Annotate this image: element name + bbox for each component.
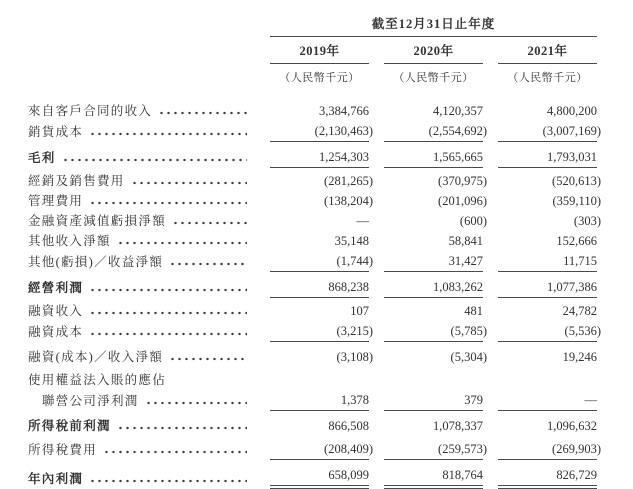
- row-label: 金融資產減值虧損淨額: [28, 214, 167, 228]
- value-2020: [384, 171, 487, 191]
- dot-leader: [103, 449, 247, 455]
- value-2020-text: (2,554,692): [428, 124, 487, 138]
- value-2020-text: 58,841: [448, 234, 483, 248]
- table-row: [28, 121, 601, 142]
- dot-leader: [169, 261, 247, 267]
- value-2020-text: 4,120,357: [433, 104, 483, 118]
- value-2019-text: (1,744): [336, 254, 373, 268]
- value-2021-text: (520,613): [552, 174, 601, 188]
- row-label: 銷貨成本: [28, 125, 84, 139]
- value-2020: [384, 211, 487, 231]
- row-label-cell: [28, 347, 255, 367]
- value-2019-text: 866,508: [328, 419, 369, 433]
- dot-leader: [89, 310, 247, 316]
- value-2019: [270, 231, 369, 251]
- row-label: 年內利潤: [28, 472, 84, 486]
- value-2021: [498, 231, 597, 251]
- dot-leader: [62, 157, 247, 163]
- table-row: [28, 370, 597, 390]
- value-2019: [270, 439, 373, 460]
- year-header-row: [28, 37, 597, 64]
- value-2019-text: (208,409): [324, 442, 373, 456]
- table-row: [28, 416, 597, 436]
- row-label-cell: [28, 391, 255, 411]
- value-2021-text: 1,793,031: [547, 150, 597, 164]
- value-2021-text: (3,007,169): [542, 124, 601, 138]
- value-2021-text: (303): [573, 214, 601, 228]
- year-header-2019: 2019年: [270, 37, 369, 64]
- row-label-cell: [28, 416, 255, 436]
- table-row: [28, 101, 597, 121]
- table-row: [28, 171, 601, 191]
- value-2019: [270, 171, 373, 191]
- value-2019-text: (281,265): [324, 174, 373, 188]
- value-2021-text: (5,536): [564, 324, 601, 338]
- row-label-cell: [28, 301, 255, 321]
- value-2021-text: 19,246: [562, 350, 597, 364]
- row-label: 所得稅費用: [28, 443, 98, 457]
- row-label: 毛利: [28, 151, 56, 165]
- row-label: 所得稅前利潤: [28, 419, 111, 433]
- row-label-cell: [28, 191, 255, 211]
- row-label: 來自客戶合同的收入: [28, 104, 153, 118]
- value-2019: [270, 277, 369, 298]
- value-2021: [498, 171, 601, 191]
- row-label: 其他(虧損)／收益淨額: [28, 255, 164, 269]
- dot-leader: [89, 131, 247, 137]
- row-label-cell: [28, 278, 255, 298]
- row-label: 使用權益法入賬的應佔: [28, 373, 167, 387]
- dot-leader: [117, 240, 247, 246]
- value-2019-text: 1,378: [340, 393, 369, 407]
- table-row: [28, 277, 597, 298]
- year-header-2021: 2021年: [498, 37, 597, 64]
- value-2020: [384, 191, 487, 211]
- row-label-cell: [28, 122, 255, 142]
- value-2021: [498, 465, 597, 489]
- value-2021-text: 4,800,200: [547, 104, 597, 118]
- value-2021: [498, 439, 601, 460]
- value-2020: [384, 231, 483, 251]
- value-2021-text: 24,782: [562, 304, 597, 318]
- row-label-cell: [28, 231, 255, 251]
- value-2019-text: (3,215): [336, 324, 373, 338]
- value-2021-text: —: [584, 393, 597, 407]
- table-row: [28, 390, 597, 411]
- period-header: 截至12月31日止年度: [270, 14, 597, 37]
- value-2019: [270, 465, 369, 489]
- value-2020-text: (370,975): [438, 174, 487, 188]
- value-2021: [498, 121, 601, 142]
- value-2020: [384, 439, 487, 460]
- row-label-cell: [28, 171, 255, 191]
- value-2019-text: 868,238: [328, 280, 369, 294]
- value-2019: [270, 101, 369, 121]
- value-2019: [270, 211, 369, 231]
- table-row: [28, 191, 601, 211]
- value-2021: [498, 101, 597, 121]
- dot-leader: [89, 331, 247, 337]
- value-2020-text: 1,078,337: [433, 419, 483, 433]
- row-label: 融資(成本)／收入淨額: [28, 350, 164, 364]
- dot-leader: [169, 356, 247, 362]
- value-2021-text: 1,077,386: [547, 280, 597, 294]
- table-row: [28, 321, 601, 342]
- value-2020: [384, 251, 483, 272]
- value-2019-text: (138,204): [324, 194, 373, 208]
- row-label: 經營利潤: [28, 281, 84, 295]
- row-label-cell: [28, 469, 255, 489]
- value-2020: [384, 390, 483, 411]
- value-2020: [384, 347, 487, 367]
- table-row: [28, 465, 597, 489]
- value-2019-text: 107: [350, 304, 369, 318]
- value-2021-text: (359,110): [552, 194, 601, 208]
- value-2021: [498, 191, 601, 211]
- value-2019-text: 658,099: [328, 468, 369, 482]
- table-row: [28, 147, 597, 168]
- value-2020-text: 818,764: [442, 468, 483, 482]
- table-row: [28, 231, 597, 251]
- table-row: [28, 251, 597, 272]
- value-2021: [498, 347, 597, 367]
- dot-leader: [131, 180, 247, 186]
- value-2019-text: 1,254,303: [319, 150, 369, 164]
- value-2019: [270, 301, 369, 321]
- value-2019-text: —: [356, 214, 369, 228]
- value-2021: [498, 301, 597, 321]
- row-label-cell: [28, 322, 255, 342]
- value-2019: [270, 147, 369, 168]
- dot-leader: [158, 110, 247, 116]
- value-2021: [498, 390, 597, 411]
- value-2020: [384, 416, 483, 436]
- value-2020-text: (259,573): [438, 442, 487, 456]
- table-header: [28, 14, 597, 85]
- value-2021: [498, 147, 597, 168]
- value-2019-text: (3,108): [336, 350, 373, 364]
- row-label-cell: [28, 101, 255, 121]
- value-2019: [270, 416, 369, 436]
- table-row: [28, 301, 597, 321]
- value-2020-text: (5,785): [450, 324, 487, 338]
- value-2019: [270, 321, 373, 342]
- value-2020-text: 1,083,262: [433, 280, 483, 294]
- row-label: 其他收入淨額: [28, 234, 111, 248]
- value-2021-text: (269,903): [552, 442, 601, 456]
- dot-leader: [172, 220, 247, 226]
- value-2021-text: 826,729: [556, 468, 597, 482]
- value-2019: [270, 251, 373, 272]
- value-2020: [384, 101, 483, 121]
- value-2020-text: 379: [464, 393, 483, 407]
- row-label: 融資成本: [28, 325, 84, 339]
- row-label-cell: [28, 211, 255, 231]
- value-2020: [384, 301, 483, 321]
- dot-leader: [89, 200, 247, 206]
- value-2020-text: (5,304): [450, 350, 487, 364]
- value-2021-text: 11,715: [563, 254, 597, 268]
- unit-header-row: [28, 64, 597, 85]
- row-label: 融資收入: [28, 304, 84, 318]
- dot-leader: [145, 400, 247, 406]
- value-2020: [384, 465, 483, 489]
- dot-leader: [89, 287, 247, 293]
- row-label-cell: [28, 252, 255, 272]
- row-label: 管理費用: [28, 194, 84, 208]
- unit-label-2019: （人民幣千元）: [279, 72, 360, 84]
- unit-label-2021: （人民幣千元）: [507, 72, 588, 84]
- value-2020: [384, 321, 487, 342]
- value-2020-text: 1,565,665: [433, 150, 483, 164]
- period-header-row: [28, 14, 597, 37]
- value-2019: [270, 347, 373, 367]
- value-2021: [498, 277, 597, 298]
- value-2019-text: 3,384,766: [319, 104, 369, 118]
- value-2021: [498, 321, 601, 342]
- value-2021-text: 152,666: [556, 234, 597, 248]
- value-2020: [384, 147, 483, 168]
- value-2020: [384, 277, 483, 298]
- value-2021: [498, 211, 601, 231]
- table-row: [28, 347, 597, 367]
- value-2019: [270, 121, 373, 142]
- value-2020-text: (600): [459, 214, 487, 228]
- value-2019-text: (2,130,463): [314, 124, 373, 138]
- value-2021: [498, 416, 597, 436]
- unit-label-2020: （人民幣千元）: [393, 72, 474, 84]
- year-header-2020: 2020年: [384, 37, 483, 64]
- value-2020-text: 31,427: [448, 254, 483, 268]
- value-2021: [498, 251, 597, 272]
- row-label-cell: [28, 148, 255, 168]
- value-2020: [384, 121, 487, 142]
- dot-leader: [117, 425, 247, 431]
- dot-leader: [89, 478, 247, 484]
- value-2019-text: 35,148: [334, 234, 369, 248]
- value-2019: [270, 191, 373, 211]
- table-row: [28, 439, 601, 460]
- table-row: [28, 211, 601, 231]
- row-label: 聯營公司淨利潤: [42, 394, 139, 408]
- row-label-cell: [28, 440, 255, 460]
- row-label-cell: [28, 370, 255, 390]
- table-body: [28, 101, 601, 489]
- value-2020-text: (201,096): [438, 194, 487, 208]
- value-2020-text: 481: [464, 304, 483, 318]
- value-2021-text: 1,096,632: [547, 419, 597, 433]
- value-2019: [270, 390, 369, 411]
- row-label: 經銷及銷售費用: [28, 174, 125, 188]
